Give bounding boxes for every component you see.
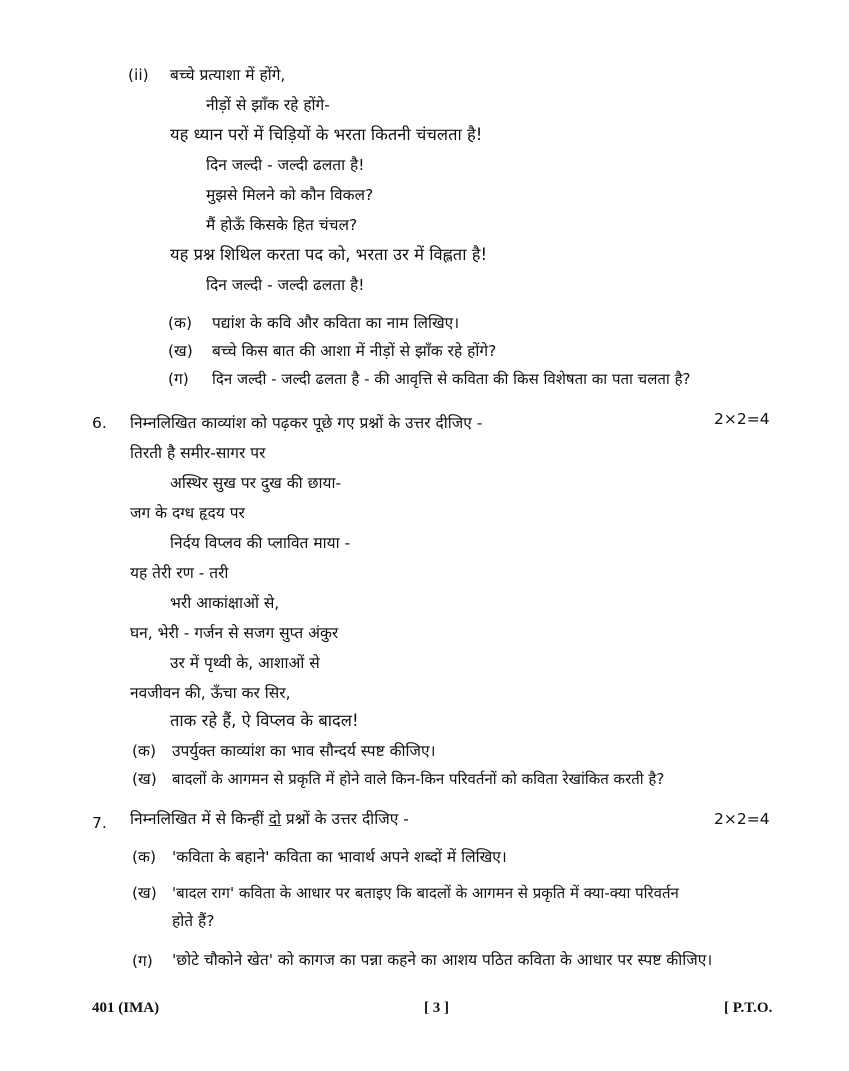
verse-line: निर्दय विप्लव की प्लावित माया - [170, 534, 351, 552]
verse-line: अस्थिर सुख पर दुख की छाया- [170, 474, 342, 492]
verse-line: तिरती है समीर-सागर पर [130, 444, 266, 462]
question-number: 6. [92, 414, 107, 432]
question-label: (ग) [132, 952, 153, 970]
question-text: होते हैं? [172, 912, 215, 930]
question-label: (क) [132, 742, 156, 760]
question-text: पद्यांश के कवि और कविता का नाम लिखिए। [212, 314, 460, 332]
verse-line: दिन जल्दी - जल्दी ढलता है! [206, 156, 365, 174]
verse-line: दिन जल्दी - जल्दी ढलता है! [206, 276, 365, 294]
verse-line: नवजीवन की, ऊँचा कर सिर, [130, 684, 291, 702]
question-label: (ख) [168, 342, 193, 360]
question-instruction: निम्नलिखित काव्यांश को पढ़कर पूछे गए प्रश्नों के उत्तर दीजिए - [130, 414, 483, 432]
pto-label: [ P.T.O. [724, 1000, 773, 1016]
page-number: [ 3 ] [424, 1000, 449, 1016]
question-text: 'छोटे चौकोने खेत' को कागज का पन्ना कहने का आशय पठित कविता के आधार पर स्पष्ट कीजिए। [172, 951, 713, 969]
verse-line: नीड़ों से झाँक रहे होंगे- [206, 96, 330, 114]
question-label: (ख) [132, 770, 157, 788]
verse-line: जग के दग्ध हृदय पर [130, 504, 245, 522]
verse-line: यह प्रश्न शिथिल करता पद को, भरता उर में विह्लता है! [170, 245, 488, 264]
question-text: उपर्युक्त काव्यांश का भाव सौन्दर्य स्पष्ट कीजिए। [172, 742, 436, 760]
emphasis-text: दो [268, 810, 281, 828]
verse-line: मुझसे मिलने को कौन विकल? [206, 186, 374, 204]
marks-label: 2×2=4 [714, 410, 770, 428]
verse-line: भरी आकांक्षाओं से, [170, 594, 280, 612]
verse-line: बच्चे प्रत्याशा में होंगे, [170, 66, 286, 84]
section-ii-label: (ii) [128, 66, 149, 84]
question-label: (ख) [132, 884, 157, 902]
verse-line: यह तेरी रण - तरी [130, 564, 229, 582]
question-text: दिन जल्दी - जल्दी ढलता है - की आवृत्ति से कविता की किस विशेषता का पता चलता है? [212, 370, 691, 388]
question-text: बादलों के आगमन से प्रकृति में होने वाले किन-किन परिवर्तनों को कविता रेखांकित करती है? [172, 770, 665, 788]
question-number: 7. [92, 814, 107, 832]
question-text: बच्चे किस बात की आशा में नीड़ों से झाँक रहे होंगे? [212, 342, 497, 360]
question-text: 'कविता के बहाने' कविता का भावार्थ अपने शब्दों में लिखिए। [172, 848, 507, 866]
verse-line: यह ध्यान परों में चिड़ियों के भरता कितनी चंचलता है! [170, 125, 483, 144]
question-text: 'बादल राग' कविता के आधार पर बताइए कि बादलों के आगमन से प्रकृति में क्या-क्या परिवर्तन [172, 884, 679, 902]
question-label: (क) [132, 848, 156, 866]
verse-line: ताक रहे हैं, ऐ विप्लव के बादल! [170, 711, 359, 730]
marks-label: 2×2=4 [714, 810, 770, 828]
verse-line: घन, भेरी - गर्जन से सजग सुप्त अंकुर [130, 624, 339, 642]
question-instruction: निम्नलिखित में से किन्हीं दो प्रश्नों के उत्तर दीजिए - [130, 810, 409, 828]
verse-line: उर में पृथ्वी के, आशाओं से [170, 654, 320, 672]
question-label: (ग) [168, 370, 189, 388]
paper-code: 401 (IMA) [92, 1000, 160, 1016]
question-label: (क) [168, 314, 192, 332]
verse-line: मैं होऊँ किसके हित चंचल? [206, 216, 358, 234]
